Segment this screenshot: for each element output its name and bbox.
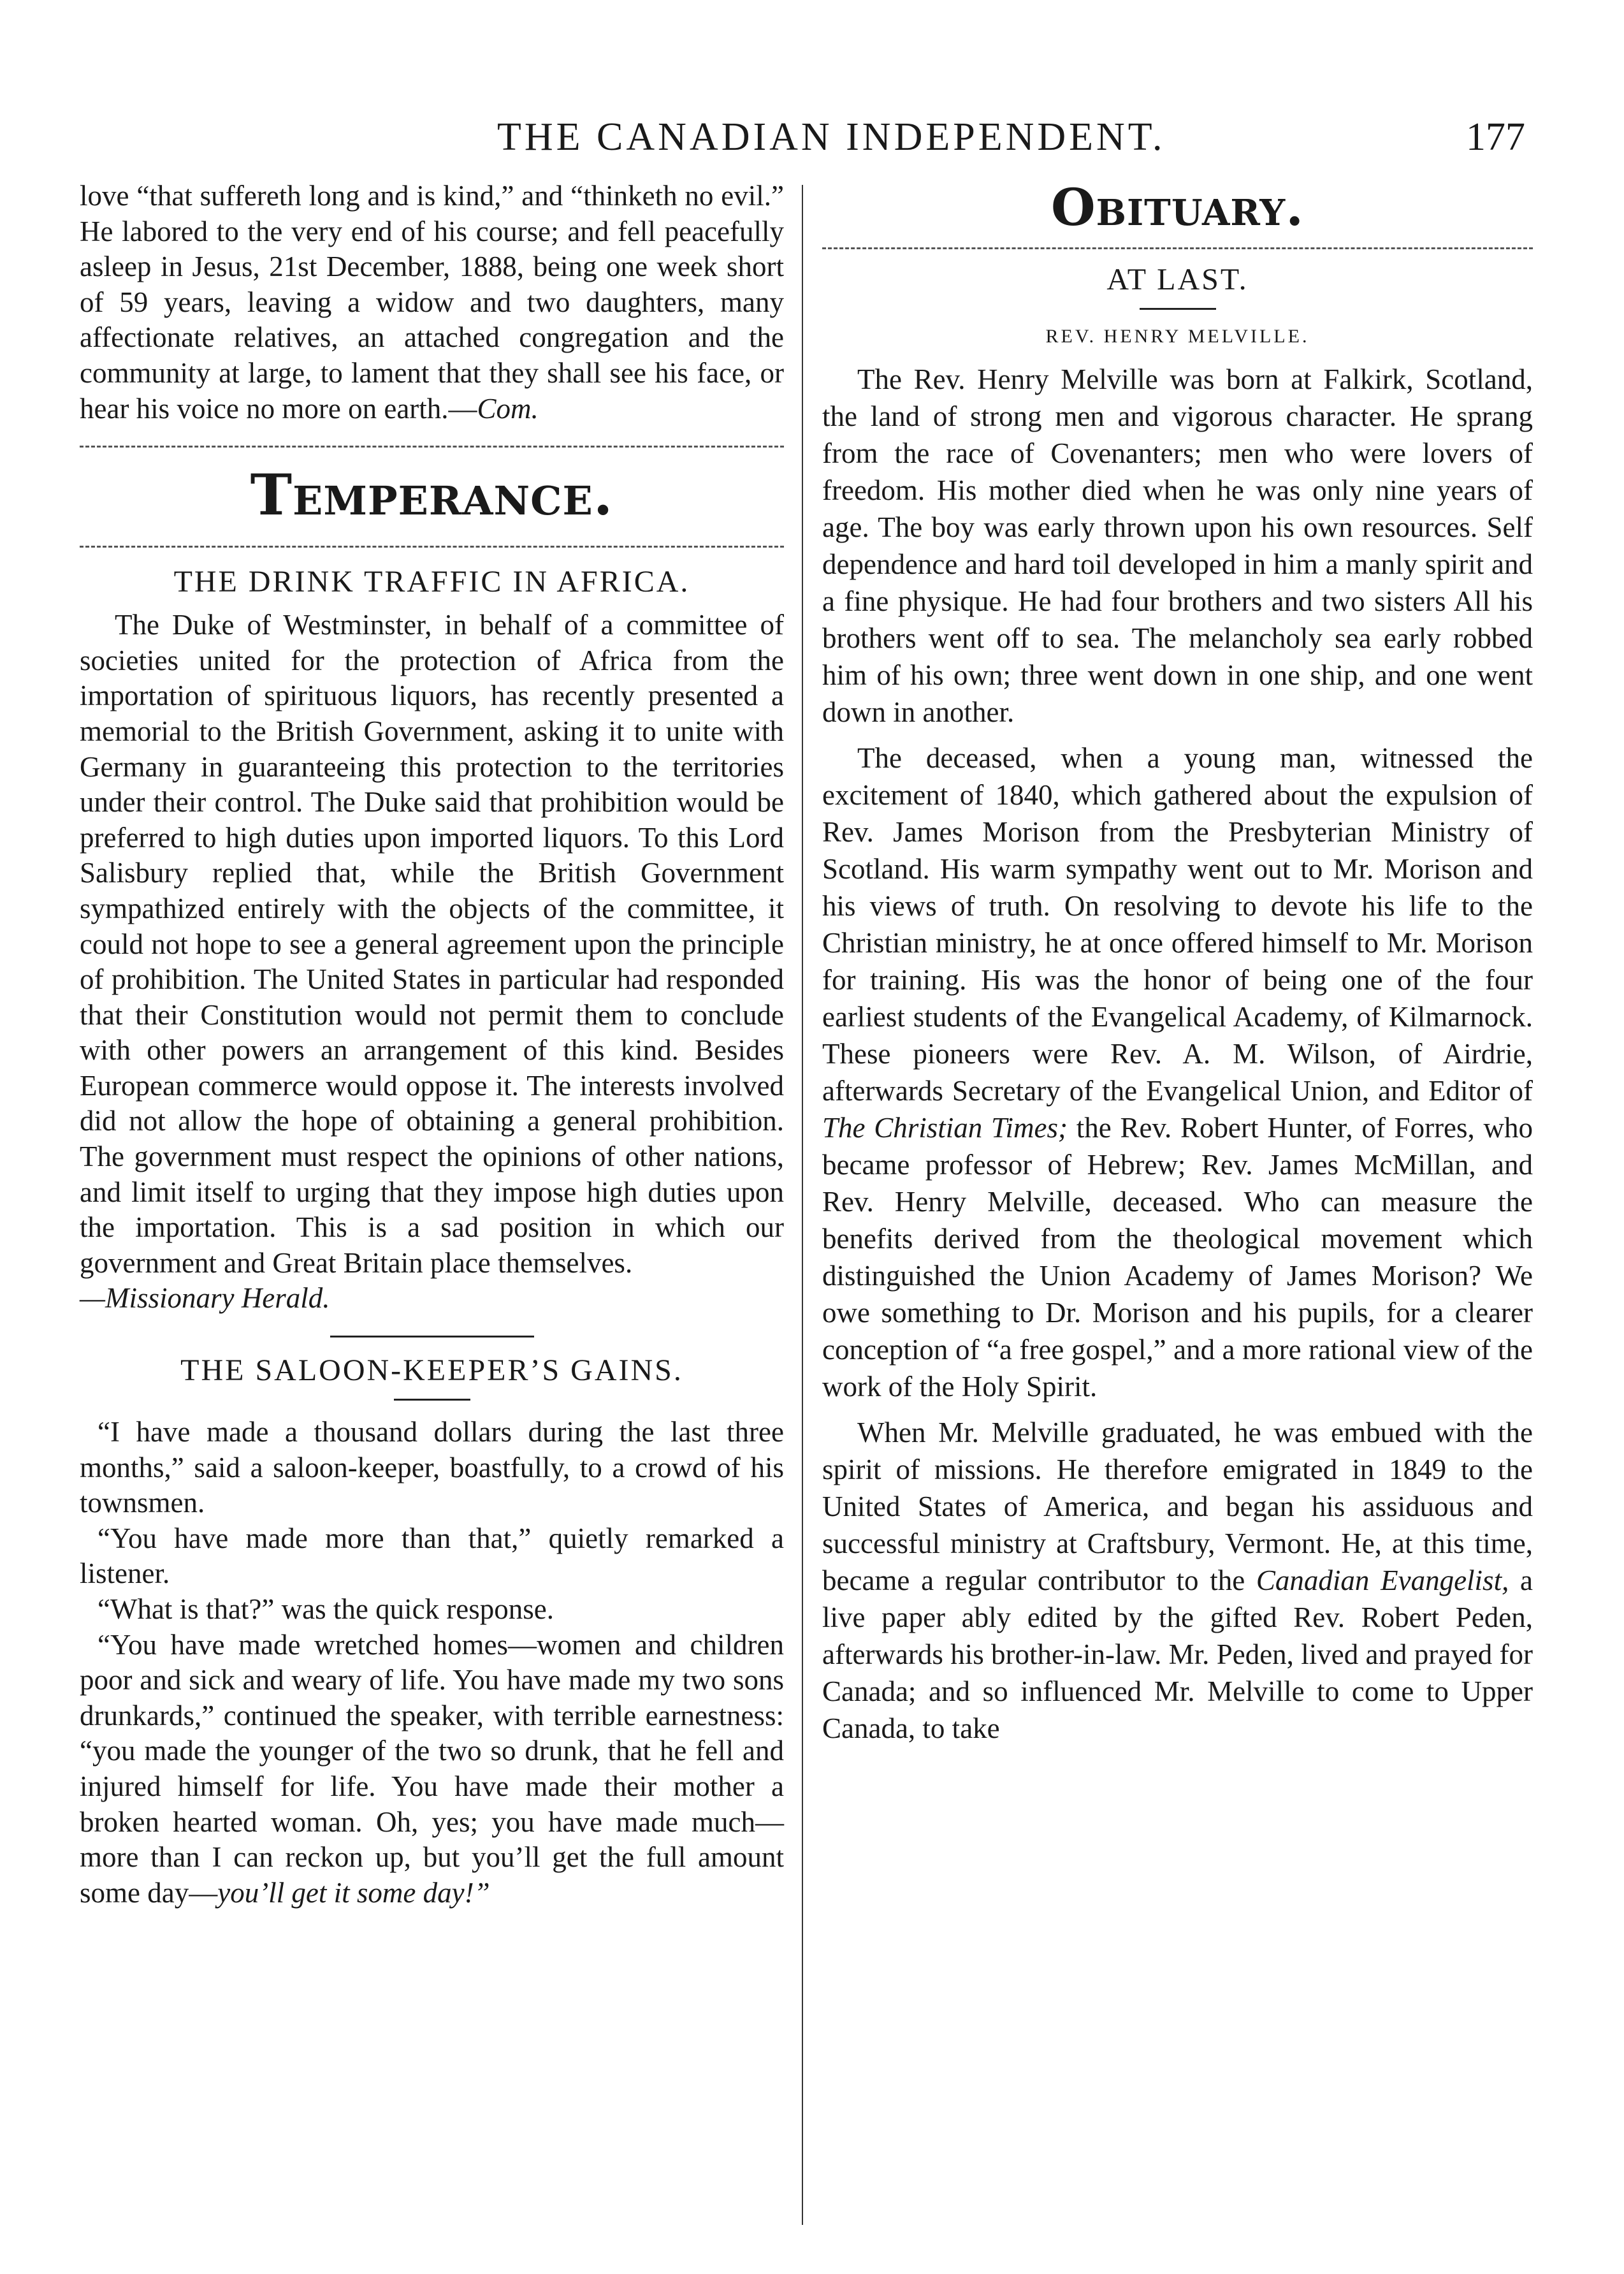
obituary-heading: Obituary. [1050, 177, 1305, 237]
article-divider [330, 1336, 534, 1337]
article-title-saloon-keeper: THE SALOON-KEEPER’S GAINS. [180, 1353, 683, 1388]
continued-paragraph [80, 179, 784, 426]
left-column [80, 179, 784, 1911]
publication-name-italic: Canadian Evangelist, [1256, 1564, 1509, 1596]
saloon-paragraph: “You have made more than that,” quietly remarked a listener. [80, 1522, 784, 1590]
title-rule [1140, 308, 1216, 310]
running-head [0, 115, 1624, 172]
publication-title: THE CANADIAN INDEPENDENT. [497, 115, 1166, 159]
section-divider [80, 546, 784, 548]
publication-name-italic: The Christian Times; [822, 1112, 1068, 1144]
obituary-paragraph-text: the Rev. Robert Hunter, of Forres, who became professor of Hebrew; Rev. James McMillan, and Rev. Henry Melville, deceased. Who can measure the benefits derived from the theological movement which distinguished the Union Academy of James Morison? We owe something to Dr. Morison and his pupils, for a clearer conception of “a free gospel,” and a more rational view of the work of the Holy Spirit. [822, 1112, 1533, 1403]
article-title-at-last: AT LAST. [1106, 263, 1249, 296]
right-column [822, 179, 1533, 1747]
obituary-paragraph-text: When Mr. Melville graduated, he was embued with the spirit of missions. He therefore emigrated in 1849 to the United States of America, and began his assiduous and successful ministry at Craftsbury, Vermont. He, at this time, became a regular contributor to the [822, 1417, 1533, 1596]
obituary-paragraph-text: The deceased, when a young man, witnessed the excitement of 1840, which gathered about the expulsion of Rev. James Morison from the Presbyterian Ministry of Scotland. His warm sympathy went out to Mr. Morison and his views of truth. On resolving to devote his life to the Christian ministry, he at once offered himself to Mr. Morison for training. His was the honor of being one of the four earliest students of the Evangelical Academy, of Kilmarnock. These pioneers were Rev. A. M. Wilson, of Airdrie, afterwards Secretary of the Evangelical Union, and Editor of [822, 742, 1533, 1107]
section-divider [822, 247, 1533, 249]
column-divider [802, 185, 803, 2225]
continued-signature: Com. [477, 392, 539, 425]
section-divider [80, 446, 784, 448]
obituary-paragraph-text: a live paper ably edited by the gifted Rev. Robert Peden, afterwards his brother-in-law. Mr. Peden, lived and prayed for Canada; and so influenced Mr. Melville to come to Upper Canada, to take [822, 1564, 1533, 1744]
article-source: —Missionary Herald. [80, 1282, 330, 1315]
saloon-paragraph-text: “You have made wretched homes—women and children poor and sick and weary of life. You have made my two sons drunkards,” continued the speaker, with terrible earnestness: “you made the younger of the two so drunk, that he fell and injured himself for life. You have made their mother a broken hearted woman. Oh, yes; you have made much—more than I can reckon up, but you’ll get the full amount some day— [80, 1628, 784, 1909]
temperance-heading: Temperance. [250, 462, 614, 528]
obituary-paragraph [822, 1414, 1533, 1747]
saloon-closing-italic: you’ll get it some day!” [217, 1876, 490, 1909]
article-title-drink-traffic: THE DRINK TRAFFIC IN AFRICA. [173, 565, 690, 599]
saloon-paragraph: “I have made a thousand dollars during the last three months,” said a saloon-keeper, boastfully, to a crowd of his townsmen. [80, 1416, 784, 1519]
obituary-byline: REV. HENRY MELVILLE. [1045, 326, 1310, 347]
saloon-paragraph [80, 1628, 784, 1911]
page-number: 177 [1466, 115, 1525, 159]
article-body-drink-traffic: The Duke of Westminster, in behalf of a committee of societies united for the protection of Africa from the importation of spirituous liquors, has recently presented a memorial to the British Government, asking it to unite with Germany in guaranteeing this protection to the territories under their control. The Duke said that prohibition would be preferred to high duties upon imported liquors. To this Lord Salisbury replied that, while the British Government sympathized entirely with the objects of the committee, it could not hope to see a general agreement upon the principle of prohibition. The United States in particular had responded that their Constitution would not permit them to conclude with other powers an arrangement of this kind. Besides European commerce would oppose it. The interests involved did not allow the hope of obtaining a general prohibition. The government must respect the opinions of other nations, and limit itself to urging that they impose high duties upon the importation. This is a sad position in which our government and Great Britain place themselves. [80, 609, 784, 1279]
title-rule [394, 1399, 470, 1401]
obituary-paragraph: The Rev. Henry Melville was born at Falkirk, Scotland, the land of strong men and vigorous character. He sprang from the race of Covenanters; men who were lovers of freedom. His mother died when he was only nine years of age. The boy was early thrown upon his own resources. Self dependence and hard toil developed in him a manly spirit and a fine physique. He had four brothers and two sisters All his brothers went off to sea. The melancholy sea early robbed him of his own; three went down in one ship, and one went down in another. [822, 363, 1533, 728]
obituary-paragraph [822, 740, 1533, 1405]
continued-paragraph-text: love “that suffereth long and is kind,” and “thinketh no evil.” He labored to the very end of his course; and fell peacefully asleep in Jesus, 21st December, 1888, being one week short of 59 years, leaving a widow and two daughters, many affectionate relatives, an attached congregation and the community at large, to lament that they shall see his face, or hear his voice no more on earth.— [80, 180, 784, 425]
saloon-paragraph: “What is that?” was the quick response. [98, 1593, 555, 1625]
